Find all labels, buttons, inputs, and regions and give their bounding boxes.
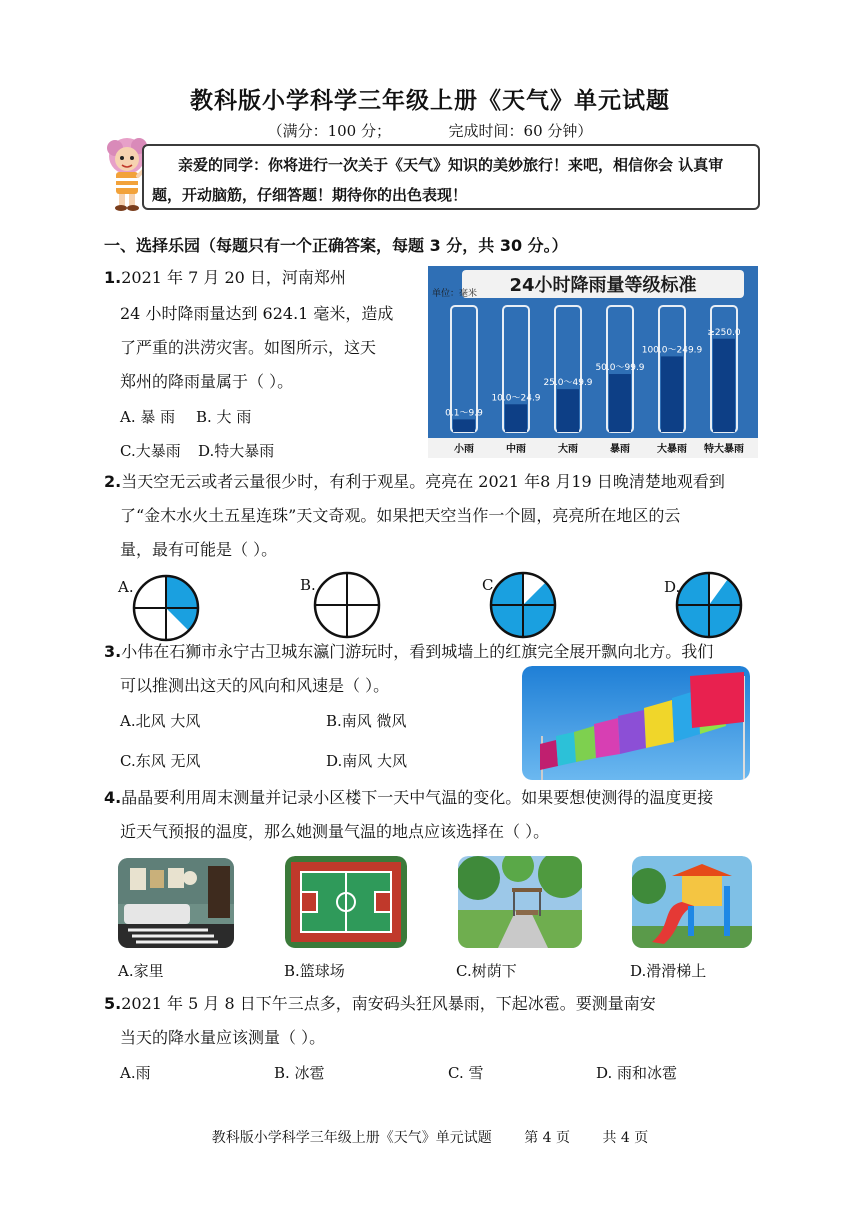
question-1-option-b[interactable]: B. 大 雨 (196, 408, 252, 426)
score-text: （满分：100 分； (267, 122, 391, 140)
question-1-line-2: 24 小时降雨量达到 624.1 毫米，造成 (120, 304, 394, 323)
cloud-cover-circle-a (131, 573, 201, 643)
greeting-text: 亲爱的同学：你将进行一次关于《天气》知识的美妙旅行！来吧，相信你会 认真审题，开动脑筋，仔细答题！期待你的出色表现！ (152, 156, 724, 204)
cloud-cover-circle-d (674, 570, 744, 640)
chart-data-label: 0.1～9.9 (445, 408, 483, 419)
tree-shade-photo (458, 856, 582, 948)
question-text: 小伟在石狮市永宁古卫城东瀛门游玩时，看到城墙上的红旗完全展开飘向北方。我们 (121, 642, 714, 661)
question-5-option-a[interactable]: A.雨 (120, 1064, 151, 1082)
chart-data-label: 10.0～24.9 (491, 393, 541, 404)
question-text: 当天空无云或者云量很少时，有利于观星。亮亮在 2021 年8 月19 日晚清楚地观看到 (121, 472, 725, 491)
cloud-cover-circle-b (312, 570, 382, 640)
chart-category-label: 大暴雨 (657, 444, 687, 455)
section-heading: 一、选择乐园（每题只有一个正确答案，每题 3 分，共 30 分。） (104, 236, 568, 255)
question-number: 3. (104, 642, 122, 661)
question-text: 晶晶要利用周末测量并记录小区楼下一天中气温的变化。如果要想使测得的温度更接 (121, 788, 714, 807)
question-2-option-d[interactable]: D. (664, 578, 681, 596)
chart-category-label: 大雨 (558, 444, 578, 455)
chart-data-label: 25.0～49.9 (543, 378, 593, 389)
basketball-court-photo (285, 856, 407, 948)
question-5-line-2: 当天的降水量应该测量（ ）。 (120, 1028, 326, 1047)
question-5-option-c[interactable]: C. 雪 (448, 1064, 484, 1082)
question-1-line-1 (104, 268, 346, 288)
question-number: 4. (104, 788, 122, 807)
question-number: 5. (104, 994, 122, 1013)
question-3-option-d[interactable]: D.南风 大风 (326, 752, 408, 770)
cloud-cover-circle-c (488, 570, 558, 640)
page-footer (0, 1127, 860, 1147)
question-3-line-1 (104, 642, 713, 662)
question-2-line-1 (104, 472, 725, 492)
question-4-option-a[interactable]: A.家里 (118, 962, 164, 980)
question-3-line-2: 可以推测出这天的风向和风速是（ ）。 (120, 676, 390, 695)
chart-category-label: 暴雨 (610, 444, 630, 455)
question-2-option-a[interactable]: A. (118, 578, 134, 596)
chart-bar (505, 404, 527, 432)
chart-unit-label: 单位：毫米 (432, 289, 478, 299)
chart-bar (453, 419, 475, 432)
question-3-option-b[interactable]: B.南风 微风 (326, 712, 407, 730)
question-1-option-c[interactable]: C.大暴雨 (120, 442, 181, 460)
chart-title: 24小时降雨量等级标准 (509, 275, 697, 296)
chart-category-label: 特大暴雨 (704, 444, 744, 455)
question-1-option-a[interactable]: A. 暴 雨 (120, 408, 176, 426)
question-number: 1. (104, 268, 122, 287)
question-2-line-2: 了“金木水火土五星连珠”天文奇观。如果把天空当作一个圆，亮亮所在地区的云 (120, 506, 681, 525)
question-4-option-d[interactable]: D.滑滑梯上 (630, 962, 707, 980)
footer-title: 教科版小学科学三年级上册《天气》单元试题 (211, 1130, 492, 1146)
chart-bar (661, 356, 683, 432)
question-3-option-c[interactable]: C.东风 无风 (120, 752, 201, 770)
chart-data-label: ≥250.0 (707, 327, 741, 338)
chart-data-label: 50.0～99.9 (595, 363, 645, 374)
chart-category-label: 中雨 (506, 444, 526, 455)
living-room-photo (118, 858, 234, 948)
question-5-option-b[interactable]: B. 冰雹 (274, 1064, 325, 1082)
question-2-option-c[interactable]: C. (482, 576, 498, 594)
footer-page-number: 第 4 页 (524, 1130, 570, 1146)
chart-data-label: 100.0～249.9 (641, 345, 703, 356)
question-5-option-d[interactable]: D. 雨和冰雹 (596, 1064, 678, 1082)
question-4-option-b[interactable]: B.篮球场 (284, 962, 345, 980)
question-4-option-c[interactable]: C.树荫下 (456, 962, 517, 980)
rainfall-level-chart (428, 266, 758, 458)
question-4-line-1 (104, 788, 713, 808)
question-1-line-3: 了严重的洪涝灾害。如图所示，这天 (120, 338, 377, 357)
question-text: 2021 年 5 月 8 日下午三点多，南安码头狂风暴雨，下起冰雹。要测量南安 (121, 994, 656, 1013)
chart-category-label: 小雨 (454, 444, 474, 455)
page-title: 教科版小学科学三年级上册《天气》单元试题 (190, 88, 670, 114)
question-4-line-2: 近天气预报的温度，那么她测量气温的地点应该选择在（ ）。 (120, 822, 550, 841)
question-1-option-d[interactable]: D.特大暴雨 (198, 442, 275, 460)
slide-photo (632, 856, 752, 948)
question-text: 2021 年 7 月 20 日，河南郑州 (121, 268, 346, 287)
question-2-line-3: 量，最有可能是（ ）。 (120, 540, 278, 559)
time-text: 完成时间：60 分钟） (448, 122, 593, 140)
question-1-line-4: 郑州的降雨量属于（ ）。 (120, 372, 294, 391)
chart-bar (609, 374, 631, 432)
chart-bar (713, 339, 735, 432)
flags-photo (522, 666, 750, 780)
question-5-line-1 (104, 994, 656, 1014)
question-3-option-a[interactable]: A.北风 大风 (120, 712, 201, 730)
question-2-option-b[interactable]: B. (300, 576, 316, 594)
chart-bar (557, 389, 579, 432)
footer-total-pages: 共 4 页 (602, 1130, 649, 1146)
question-number: 2. (104, 472, 122, 491)
